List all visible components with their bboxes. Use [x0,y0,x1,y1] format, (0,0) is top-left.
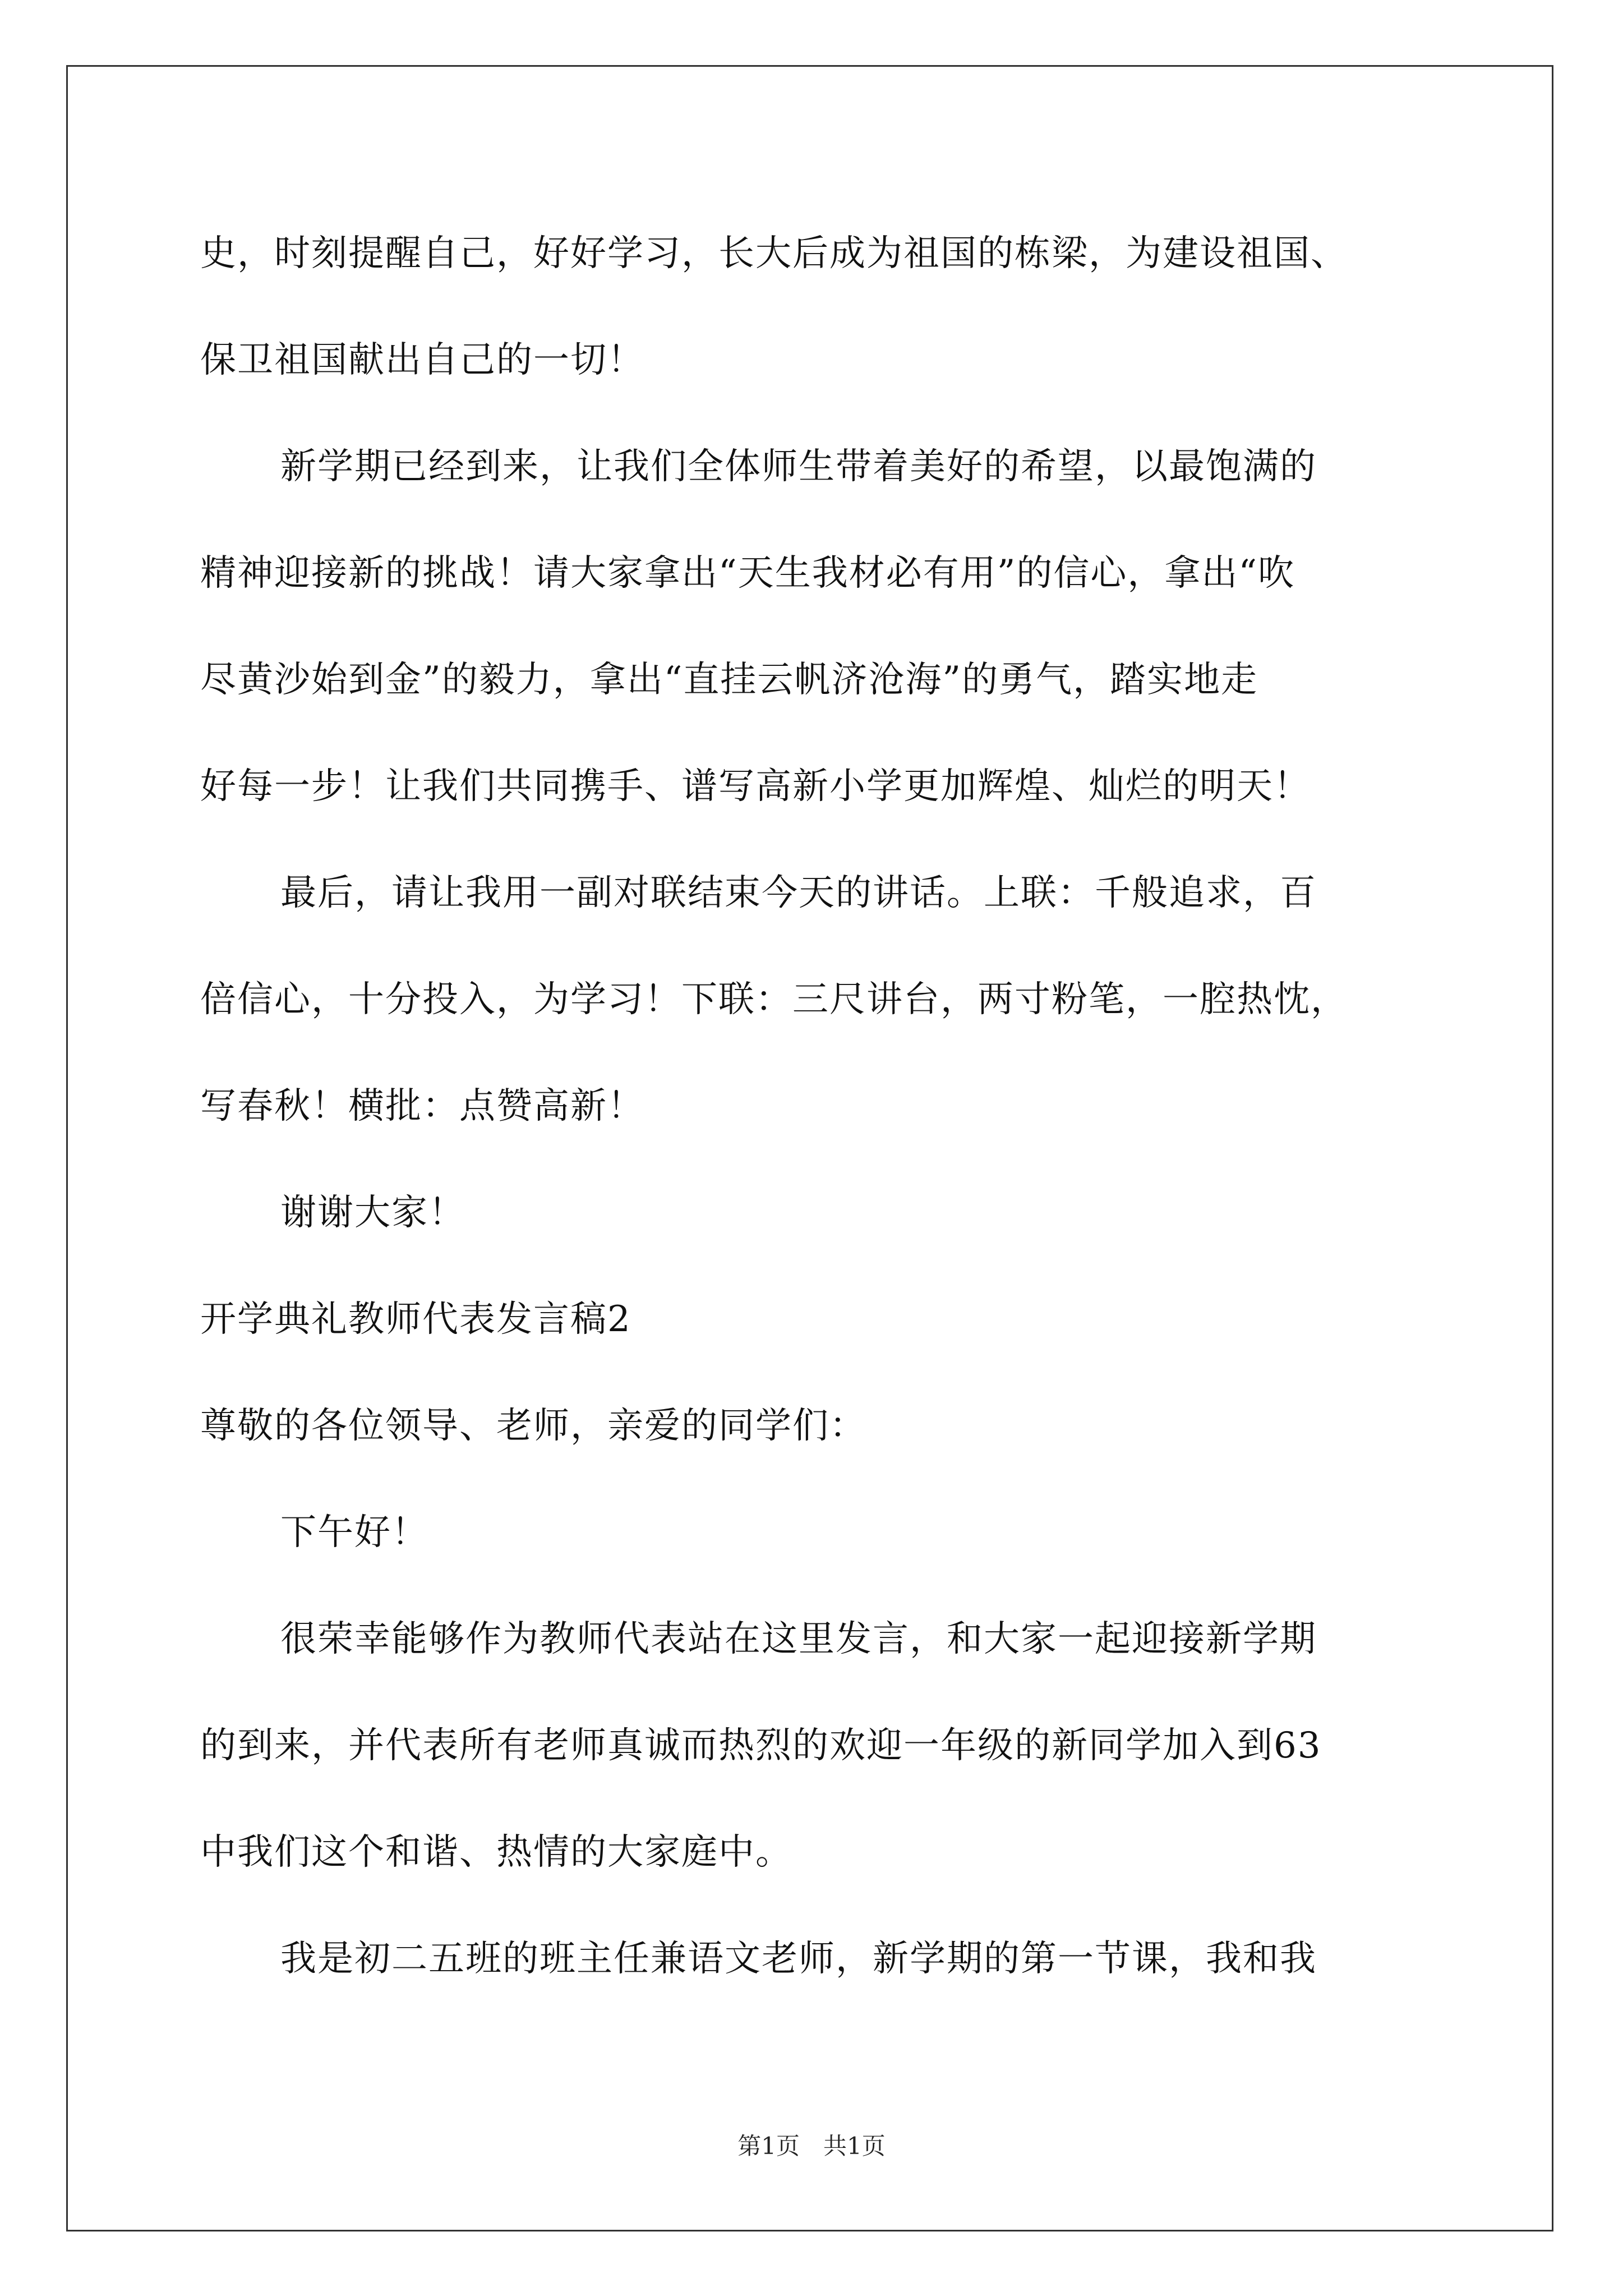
text-line: 写春秋！横批：点赞高新！ [200,1085,644,1127]
salutation: 尊敬的各位领导、老师，亲爱的同学们： [200,1405,866,1447]
text-line: 精神迎接新的挑战！请大家拿出“天生我材必有用”的信心，拿出“吹 [200,553,1295,594]
paragraph-start-line: 谢谢大家！ [280,1192,465,1234]
text-line: 史，时刻提醒自己，好好学习，长大后成为祖国的栋梁，为建设祖国、 [200,233,1348,274]
text-line: 中我们这个和谐、热情的大家庭中。 [200,1832,792,1873]
text-line: 倍信心，十分投入，为学习！下联：三尺讲台，两寸粉笔，一腔热忱， [200,979,1348,1020]
page-number-footer: 第1页 共1页 [737,2132,886,2160]
text-line: 的到来，并代表所有老师真诚而热烈的欢迎一年级的新同学加入到63 [200,1725,1322,1766]
paragraph-start-line: 我是初二五班的班主任兼语文老师，新学期的第一节课，我和我 [280,1938,1317,1980]
text-line: 尽黄沙始到金”的毅力，拿出“直挂云帆济沧海”的勇气，踏实地走 [200,659,1258,701]
page-border [66,65,1553,2231]
paragraph-start-line: 最后，请让我用一副对联结束今天的讲话。上联：千般追求，百 [280,872,1317,914]
paragraph-start-line: 很荣幸能够作为教师代表站在这里发言，和大家一起迎接新学期 [280,1618,1317,1660]
greeting: 下午好！ [280,1512,428,1553]
text-line: 好每一步！让我们共同携手、谱写高新小学更加辉煌、灿烂的明天！ [200,766,1311,807]
paragraph-start-line: 新学期已经到来，让我们全体师生带着美好的希望，以最饱满的 [280,446,1317,487]
text-line: 保卫祖国献出自己的一切！ [200,339,644,381]
section-title: 开学典礼教师代表发言稿2 [200,1299,631,1340]
